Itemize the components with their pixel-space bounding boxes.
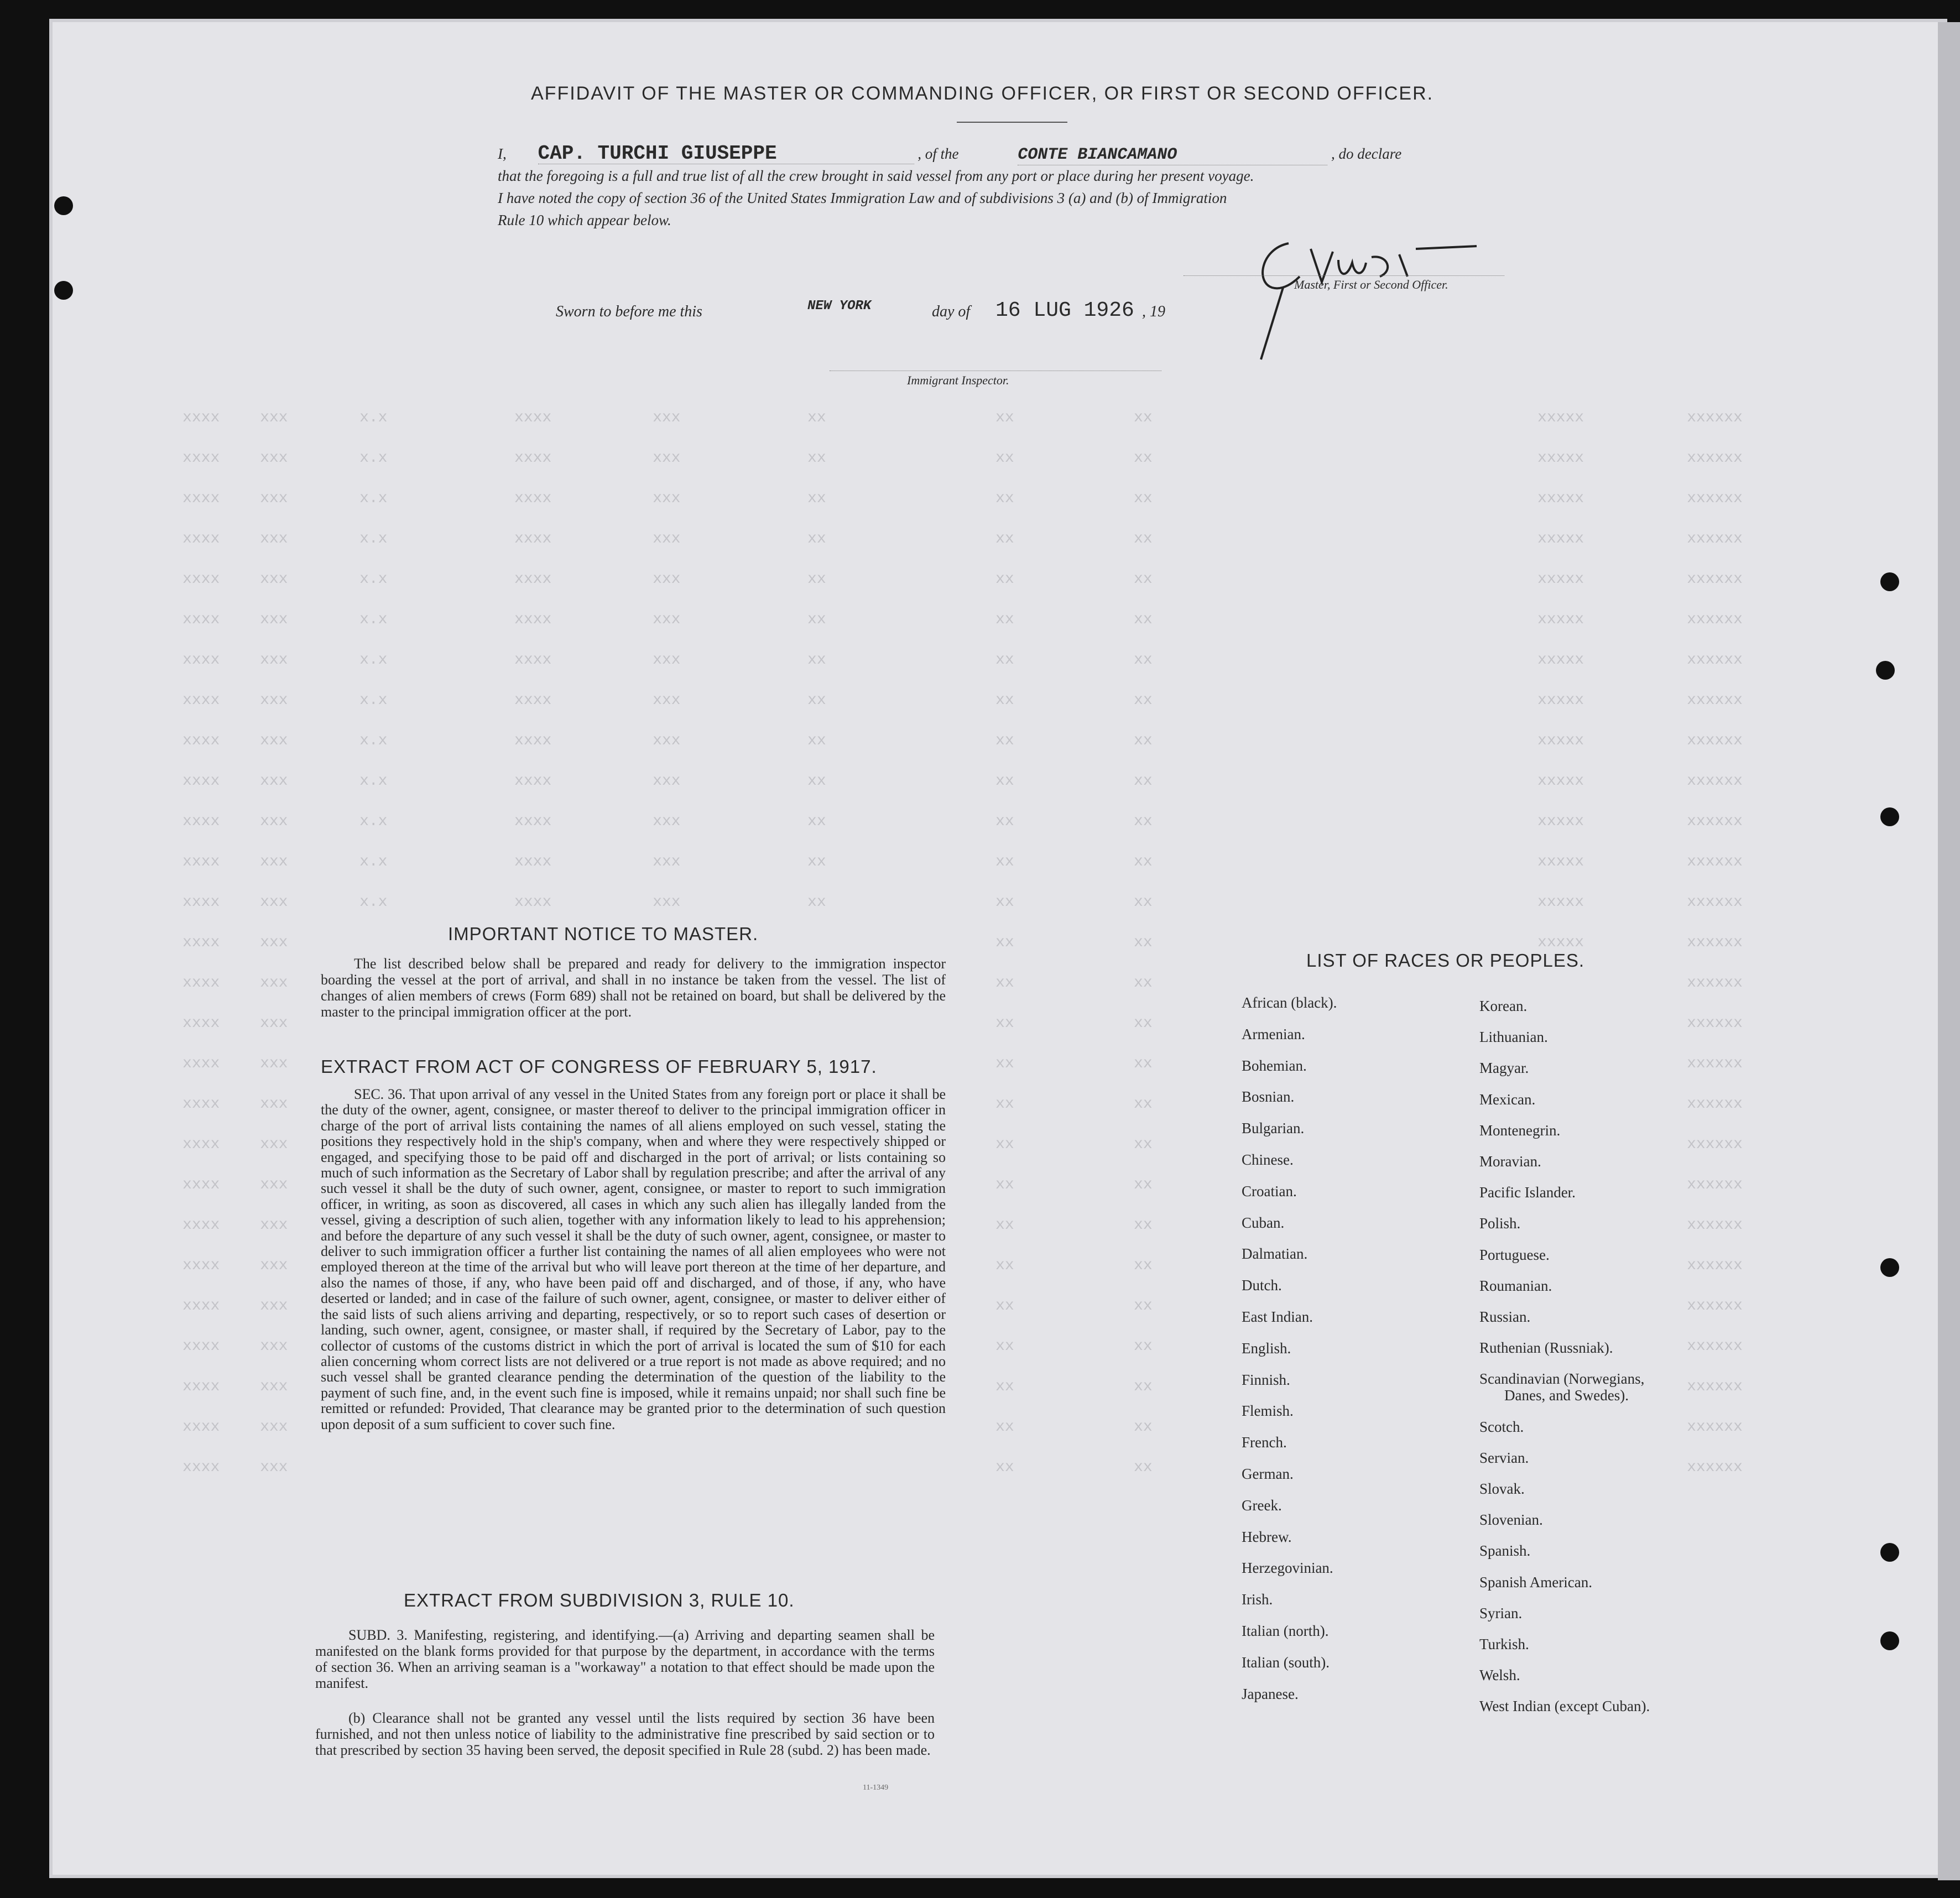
ghost-text: xxxxxx — [1687, 813, 1743, 830]
ghost-text: xxxx — [183, 692, 220, 709]
ghost-text: xxxx — [183, 732, 220, 749]
ghost-text: x.x — [359, 773, 388, 790]
ghost-text: xxx — [260, 1096, 288, 1113]
ghost-text: xx — [995, 813, 1014, 830]
signature-rule — [1184, 275, 1504, 276]
ghost-text: xx — [995, 1338, 1014, 1355]
binder-hole — [54, 196, 73, 215]
ghost-text: xxxx — [183, 1297, 220, 1315]
ghost-text: xxxx — [183, 1378, 220, 1395]
ghost-text: x.x — [359, 530, 388, 548]
ghost-text: xxxx — [183, 409, 220, 426]
race-entry: Italian (north). — [1242, 1623, 1329, 1639]
ghost-text: xxx — [260, 934, 288, 951]
race-entry: Scandinavian (Norwegians, — [1479, 1370, 1645, 1388]
ghost-text: xx — [995, 611, 1014, 628]
ghost-text: xxxxxx — [1687, 1297, 1743, 1315]
do-declare-label: , do declare — [1331, 145, 1402, 162]
ghost-text: xxxxxx — [1687, 1055, 1743, 1072]
ghost-text: xx — [1134, 1459, 1153, 1476]
race-entry: Scotch. — [1479, 1418, 1524, 1435]
race-entry: Chinese. — [1242, 1151, 1294, 1168]
ghost-text: xxxxx — [1537, 732, 1584, 749]
ghost-text: xxx — [260, 692, 288, 709]
day-of-label: day of — [932, 303, 971, 320]
ghost-text: xxxx — [183, 530, 220, 548]
inspector-caption: Immigrant Inspector. — [907, 373, 1009, 387]
ghost-text: xx — [1134, 1136, 1153, 1153]
ghost-text: xxxx — [183, 1176, 220, 1193]
ghost-text: xx — [995, 773, 1014, 790]
race-entry: Finnish. — [1242, 1371, 1290, 1388]
ghost-text: xxx — [653, 530, 681, 548]
ghost-text: xxxx — [514, 732, 552, 749]
ghost-text: x.x — [359, 651, 388, 669]
binder-hole — [54, 281, 73, 300]
ghost-text: xx — [995, 530, 1014, 548]
ghost-text: x.x — [359, 611, 388, 628]
race-entry: Welsh. — [1479, 1667, 1520, 1684]
ghost-text: xx — [995, 1096, 1014, 1113]
race-entry: English. — [1242, 1339, 1291, 1357]
ghost-text: xxxx — [514, 611, 552, 628]
rule-text-a: SUBD. 3. Manifesting, registering, and identifying.—(a) Arriving and departing seamen shall be manifested on the blank forms provided for that purpose by the department, in accordance with the terms of section 36. When an arriving seaman is a "workaway" a notation to that effect should be made upon the manifest. — [315, 1627, 935, 1691]
ghost-text: xxx — [260, 409, 288, 426]
ghost-text: x.x — [359, 692, 388, 709]
ghost-text: xx — [995, 409, 1014, 426]
race-entry: West Indian (except Cuban). — [1479, 1698, 1650, 1715]
ghost-text: xx — [807, 692, 826, 709]
ghost-text: xx — [1134, 1055, 1153, 1072]
race-entry: Servian. — [1479, 1449, 1529, 1466]
ghost-text: xxxxx — [1537, 571, 1584, 588]
ghost-text: xxxxxx — [1687, 773, 1743, 790]
ghost-text: xxx — [260, 1136, 288, 1153]
ghost-text: xxx — [260, 1459, 288, 1476]
ghost-text: xxxx — [183, 1015, 220, 1032]
ghost-text: xx — [1134, 1217, 1153, 1234]
ghost-text: xxxx — [183, 894, 220, 911]
ghost-text: xxxxx — [1537, 490, 1584, 507]
ghost-text: xxx — [653, 450, 681, 467]
ghost-text: xxxx — [514, 894, 552, 911]
race-entry: Korean. — [1479, 998, 1528, 1014]
race-entry: Dutch. — [1242, 1277, 1282, 1294]
race-entry: Moravian. — [1479, 1153, 1541, 1170]
ghost-text: xxx — [260, 651, 288, 669]
ghost-text: xx — [1134, 692, 1153, 709]
year-label: , 19 — [1142, 303, 1165, 320]
sworn-label: Sworn to before me this — [556, 303, 702, 320]
act-heading: EXTRACT FROM ACT OF CONGRESS OF FEBRUARY 5, 1917. — [321, 1056, 877, 1077]
race-entry: African (black). — [1242, 994, 1337, 1011]
ghost-text: x.x — [359, 813, 388, 830]
ghost-text: xx — [1134, 571, 1153, 588]
ghost-text: xx — [1134, 773, 1153, 790]
ghost-text: xxxxxx — [1687, 974, 1743, 992]
ghost-text: xxxxx — [1537, 692, 1584, 709]
ghost-text: xxx — [260, 530, 288, 548]
ghost-text: xxxxxx — [1687, 692, 1743, 709]
ghost-text: xx — [807, 409, 826, 426]
ghost-text: xxxx — [514, 651, 552, 669]
ghost-text: xx — [807, 853, 826, 870]
ghost-text: xx — [1134, 450, 1153, 467]
ghost-text: xxx — [260, 1297, 288, 1315]
ghost-text: xxx — [653, 773, 681, 790]
ghost-text: xxxxxx — [1687, 1217, 1743, 1234]
declaration-line-2: that the foregoing is a full and true list of all the crew brought in said vessel from any port or place during her present voyage. — [498, 168, 1254, 184]
ghost-text: xxxxx — [1537, 773, 1584, 790]
ghost-text: xxxxxx — [1687, 1459, 1743, 1476]
ghost-text: xxx — [260, 1419, 288, 1436]
ghost-text: xx — [995, 1257, 1014, 1274]
race-entry: East Indian. — [1242, 1308, 1313, 1325]
ghost-text: xxx — [653, 894, 681, 911]
ghost-text: xxx — [260, 611, 288, 628]
ghost-text: xx — [995, 571, 1014, 588]
ghost-text: xxx — [653, 813, 681, 830]
race-entry: Magyar. — [1479, 1060, 1529, 1077]
ghost-text: xxx — [653, 571, 681, 588]
title-rule — [957, 122, 1067, 123]
race-entry: Irish. — [1242, 1591, 1273, 1608]
ghost-text: xxxx — [183, 1419, 220, 1436]
race-entry: Mexican. — [1479, 1091, 1536, 1108]
ghost-text: xx — [995, 1217, 1014, 1234]
ghost-text: xxx — [260, 974, 288, 992]
ghost-text: xx — [1134, 1096, 1153, 1113]
ghost-text: xxxxx — [1537, 611, 1584, 628]
ghost-text: xxx — [653, 732, 681, 749]
declaration-line-4: Rule 10 which appear below. — [498, 212, 671, 228]
declaration-line-1 — [498, 144, 1532, 165]
ghost-text: xxx — [260, 1015, 288, 1032]
ghost-text: xxxxxx — [1687, 894, 1743, 911]
race-entry: Ruthenian (Russniak). — [1479, 1339, 1613, 1357]
ghost-text: xx — [1134, 894, 1153, 911]
ghost-text: xxx — [260, 571, 288, 588]
ghost-text: xxxxxx — [1687, 853, 1743, 870]
ghost-text: xxxx — [183, 813, 220, 830]
ghost-text: xxxx — [183, 1096, 220, 1113]
race-entry: Armenian. — [1242, 1025, 1305, 1042]
ghost-text: x.x — [359, 409, 388, 426]
ghost-text: xxxx — [514, 490, 552, 507]
ghost-text: xx — [807, 490, 826, 507]
race-entry: Russian. — [1479, 1308, 1531, 1325]
race-entry: French. — [1242, 1434, 1287, 1451]
form-number: 11-1349 — [863, 1784, 889, 1792]
ghost-text: xxxxxx — [1687, 1096, 1743, 1113]
ghost-text: xxxxxx — [1687, 1136, 1743, 1153]
officer-name: CAP. TURCHI GIUSEPPE — [538, 144, 914, 164]
race-entry: Greek. — [1242, 1496, 1282, 1514]
ghost-text: xxx — [260, 853, 288, 870]
ghost-text: xxx — [653, 611, 681, 628]
ghost-text: xx — [1134, 490, 1153, 507]
ghost-text: xxxx — [183, 571, 220, 588]
race-entry: Turkish. — [1479, 1636, 1529, 1652]
ghost-text: xxxx — [183, 974, 220, 992]
ghost-text: xxx — [653, 651, 681, 669]
race-entry: German. — [1242, 1466, 1294, 1482]
binder-hole — [1880, 807, 1899, 826]
ghost-text: xxxxx — [1537, 450, 1584, 467]
notice-heading: IMPORTANT NOTICE TO MASTER. — [448, 924, 759, 944]
ghost-text: xxxxx — [1537, 934, 1584, 951]
ghost-text: xx — [1134, 1257, 1153, 1274]
ghost-text: xx — [1134, 1378, 1153, 1395]
ghost-text: xx — [995, 1015, 1014, 1032]
ghost-text: x.x — [359, 571, 388, 588]
vessel-name: CONTE BIANCAMANO — [1018, 145, 1327, 165]
ghost-text: xxxxxx — [1687, 490, 1743, 507]
ghost-text: xxx — [653, 692, 681, 709]
ghost-text: xxxx — [183, 1136, 220, 1153]
ghost-text: x.x — [359, 450, 388, 467]
ghost-text: xx — [807, 450, 826, 467]
ghost-text: xx — [1134, 1338, 1153, 1355]
ghost-text: xxx — [653, 409, 681, 426]
ghost-text: xxxx — [514, 853, 552, 870]
ghost-text: xx — [807, 732, 826, 749]
ghost-text: xxx — [260, 1257, 288, 1274]
race-entry: Portuguese. — [1479, 1246, 1550, 1263]
ghost-text: xxxxxx — [1687, 611, 1743, 628]
ghost-text: xx — [1134, 651, 1153, 669]
captain-signature — [1250, 221, 1504, 365]
ghost-text: xxxxxx — [1687, 732, 1743, 749]
ghost-text: xx — [1134, 732, 1153, 749]
notice-text: The list described below shall be prepared and ready for delivery to the immigration inspector boarding the vessel at the port of arrival, and shall in no instance be taken from the vessel. The list of changes of alien members of crews (Form 689) shall not be retained on board, but shall be delivered by the master to the principal immigration officer at the port. — [321, 956, 946, 1020]
ghost-text: xxxx — [514, 450, 552, 467]
binder-hole — [1876, 661, 1895, 680]
ghost-text: xxxx — [183, 934, 220, 951]
race-entry: Slovenian. — [1479, 1511, 1543, 1529]
ghost-text: xxxxx — [1537, 894, 1584, 911]
ghost-text: xxxxxx — [1687, 1015, 1743, 1032]
race-entry: Dalmatian. — [1242, 1245, 1308, 1263]
ghost-text: xxx — [260, 1338, 288, 1355]
declaration-i: I, — [498, 145, 507, 162]
ghost-text: xx — [995, 894, 1014, 911]
race-entry: Italian (south). — [1242, 1654, 1330, 1671]
binder-hole — [1880, 1258, 1899, 1277]
ghost-text: xx — [1134, 1015, 1153, 1032]
ghost-text: xxx — [260, 732, 288, 749]
ghost-text: xxxxx — [1537, 651, 1584, 669]
ghost-text: xx — [807, 773, 826, 790]
ghost-text: xxxxxx — [1687, 934, 1743, 951]
race-entry: Polish. — [1479, 1215, 1521, 1232]
race-entry: Bulgarian. — [1242, 1120, 1305, 1137]
ghost-text: xxxxxx — [1687, 651, 1743, 669]
ghost-text: xxxx — [183, 1459, 220, 1476]
ghost-text: xx — [995, 1459, 1014, 1476]
ghost-text: xxxxxx — [1687, 530, 1743, 548]
ghost-text: xx — [995, 1378, 1014, 1395]
ghost-text: xxxx — [514, 773, 552, 790]
ghost-text: xx — [1134, 813, 1153, 830]
race-entry: Montenegrin. — [1479, 1122, 1561, 1139]
ghost-text: xxxx — [514, 692, 552, 709]
ghost-text: xxxxxx — [1687, 1176, 1743, 1193]
ghost-text: xx — [807, 894, 826, 911]
race-entry: Cuban. — [1242, 1214, 1285, 1231]
race-entry: Slovak. — [1479, 1480, 1525, 1497]
race-entry: Pacific Islander. — [1479, 1184, 1576, 1201]
race-entry: Bohemian. — [1242, 1057, 1307, 1074]
ghost-text: xxxx — [514, 530, 552, 548]
ghost-text: x.x — [359, 853, 388, 870]
ghost-text: xx — [1134, 934, 1153, 951]
race-entry: Lithuanian. — [1479, 1029, 1548, 1046]
rule-text-b: (b) Clearance shall not be granted any vessel until the lists required by section 36 have been furnished, and not then unless notice of liability to the administrative fine prescribed by said section or to that prescribed by section 35 having been served, the deposit specified in Rule 28 (subd. 2) has been made. — [315, 1710, 935, 1758]
ghost-text: xxx — [653, 490, 681, 507]
ghost-text: x.x — [359, 490, 388, 507]
ghost-text: xxxx — [183, 1338, 220, 1355]
binder-hole — [1880, 1543, 1899, 1562]
ghost-text: xx — [995, 732, 1014, 749]
race-entry: Spanish. — [1479, 1542, 1531, 1560]
ghost-text: xxxx — [183, 450, 220, 467]
ghost-text: xx — [995, 934, 1014, 951]
ghost-text: xxx — [260, 773, 288, 790]
ghost-text: xx — [995, 1297, 1014, 1315]
ghost-text: xxx — [260, 1055, 288, 1072]
race-entry: Spanish American. — [1479, 1573, 1592, 1591]
ghost-text: xxxx — [183, 651, 220, 669]
binder-hole — [1880, 572, 1899, 591]
sworn-place: NEW YORK — [807, 299, 872, 314]
ghost-text: xx — [807, 813, 826, 830]
ghost-text: xxxx — [183, 490, 220, 507]
race-entry: Croatian. — [1242, 1182, 1297, 1200]
ghost-text: xx — [1134, 853, 1153, 870]
ghost-text: xx — [995, 450, 1014, 467]
ghost-text: xxx — [260, 813, 288, 830]
ghost-text: xxxxxx — [1687, 409, 1743, 426]
ghost-text: xx — [995, 853, 1014, 870]
ghost-text: xx — [807, 651, 826, 669]
act-text: SEC. 36. That upon arrival of any vessel in the United States from any foreign port or place it shall be the duty of the owner, agent, consignee, or master thereof to deliver to the principal immigration officer in charge of the port of arrival lists containing the names of all aliens employed on such vessel, stating the positions they respectively hold in the ship's company, when and where they were respectively shipped or engaged, and specifying those to be paid off and discharged in the port of arrival; or lists containing so much of such information as the Secretary of Labor shall by regulation prescribe; and after the arrival of any such vessel it shall be the duty of such owner, agent, consignee, or master to report to such immigration officer, in writing, as soon as discovered, all cases in which any such alien has illegally landed from the vessel, giving a description of such alien, together with any information likely to lead to his apprehension; and before the departure of any such vessel it shall be the duty of such owner, agent, consignee, or master to deliver to such immigration officer a further list containing the names of all alien employees who were not employed thereon at the time of the arrival but who will leave port thereon at the time of her departure, and also the names of those, if any, who have been paid off and discharged, and of those, if any, who have deserted or landed; and in case of the failure of such owner, agent, consignee, or master to deliver either of the said lists of such aliens arriving and departing, respectively, or so to report such cases of desertion or landing, such owner, agent, consignee, or master shall, if required by the Secretary of Labor, pay to the collector of customs of the customs district in which the port of arrival is located the sum of $10 for each alien concerning whom correct lists are not delivered or a true report is not made as above required; and no such vessel shall be granted clearance pending the determination of the question of the liability to the payment of such fine, and, in the event such fine is imposed, while it remains unpaid; nor shall such fine be remitted or refunded: Provided, That clearance may be granted prior to the determination of such question upon deposit of a sum sufficient to cover such fine. — [321, 1086, 946, 1432]
ghost-text: xxxxxx — [1687, 1378, 1743, 1395]
ghost-text: xx — [995, 1419, 1014, 1436]
ghost-text: xx — [1134, 1176, 1153, 1193]
ghost-text: xx — [995, 1055, 1014, 1072]
ghost-text: xx — [1134, 409, 1153, 426]
ghost-text: xx — [1134, 530, 1153, 548]
ghost-text: xx — [807, 530, 826, 548]
ghost-text: xxx — [260, 1217, 288, 1234]
rule-heading: EXTRACT FROM SUBDIVISION 3, RULE 10. — [404, 1590, 795, 1610]
ghost-text: xxxx — [183, 773, 220, 790]
ghost-text: xxxx — [183, 1217, 220, 1234]
race-entry: Herzegovinian. — [1242, 1560, 1333, 1577]
ghost-text: xxxxx — [1537, 409, 1584, 426]
ghost-text: xx — [1134, 611, 1153, 628]
ghost-text: xxx — [653, 853, 681, 870]
ghost-text: xxxx — [183, 1055, 220, 1072]
declaration-line-3: I have noted the copy of section 36 of the United States Immigration Law and of subdivisions 3 (a) and (b) of Immigration — [498, 190, 1227, 206]
ghost-text: xx — [995, 692, 1014, 709]
ghost-text: xxxx — [183, 1257, 220, 1274]
page-edge — [1938, 22, 1960, 1880]
ghost-text: xxxxxx — [1687, 1257, 1743, 1274]
ghost-text: xxxxxx — [1687, 571, 1743, 588]
ghost-text: xxx — [260, 1176, 288, 1193]
ghost-text: xxxx — [514, 813, 552, 830]
ghost-text: xxxx — [514, 571, 552, 588]
date-stamp: 16 LUG 1926 — [995, 299, 1134, 322]
race-entry: Hebrew. — [1242, 1528, 1292, 1545]
ghost-text: xxxx — [514, 409, 552, 426]
ghost-text: xxxxx — [1537, 813, 1584, 830]
ghost-text: xx — [1134, 1419, 1153, 1436]
ghost-text: xx — [1134, 974, 1153, 992]
ghost-text: xxxxxx — [1687, 450, 1743, 467]
ghost-text: xx — [1134, 1297, 1153, 1315]
race-entry: Flemish. — [1242, 1402, 1294, 1420]
ghost-text: x.x — [359, 732, 388, 749]
ghost-text: xx — [995, 974, 1014, 992]
ghost-text: xx — [807, 611, 826, 628]
ghost-text: xx — [995, 490, 1014, 507]
ghost-text: xxxxx — [1537, 853, 1584, 870]
ghost-text: xx — [807, 571, 826, 588]
ghost-text: x.x — [359, 894, 388, 911]
ghost-text: xxxxxx — [1687, 1338, 1743, 1355]
race-entry: Japanese. — [1242, 1685, 1299, 1702]
ghost-text: xxx — [260, 450, 288, 467]
signature-caption: Master, First or Second Officer. — [1294, 278, 1448, 291]
affidavit-title: AFFIDAVIT OF THE MASTER OR COMMANDING OFFICER, OR FIRST OR SECOND OFFICER. — [531, 83, 1434, 104]
ghost-text: xxx — [260, 490, 288, 507]
ghost-text: xx — [995, 1136, 1014, 1153]
race-entry: Roumanian. — [1479, 1277, 1552, 1294]
ghost-text: xx — [995, 1176, 1014, 1193]
race-entry: Danes, and Swedes). — [1504, 1387, 1629, 1404]
ghost-text: xx — [995, 651, 1014, 669]
race-entry: Bosnian. — [1242, 1088, 1295, 1106]
ghost-text: xxxx — [183, 853, 220, 870]
ghost-text: xxxxx — [1537, 530, 1584, 548]
ghost-text: xxx — [260, 1378, 288, 1395]
race-entry: Syrian. — [1479, 1604, 1523, 1621]
ghost-text: xxxx — [183, 611, 220, 628]
of-the-label: , of the — [918, 145, 959, 162]
ghost-text: xxxxxx — [1687, 1419, 1743, 1436]
binder-hole — [1880, 1631, 1899, 1650]
races-heading: LIST OF RACES OR PEOPLES. — [1306, 950, 1585, 971]
ghost-text: xxx — [260, 894, 288, 911]
